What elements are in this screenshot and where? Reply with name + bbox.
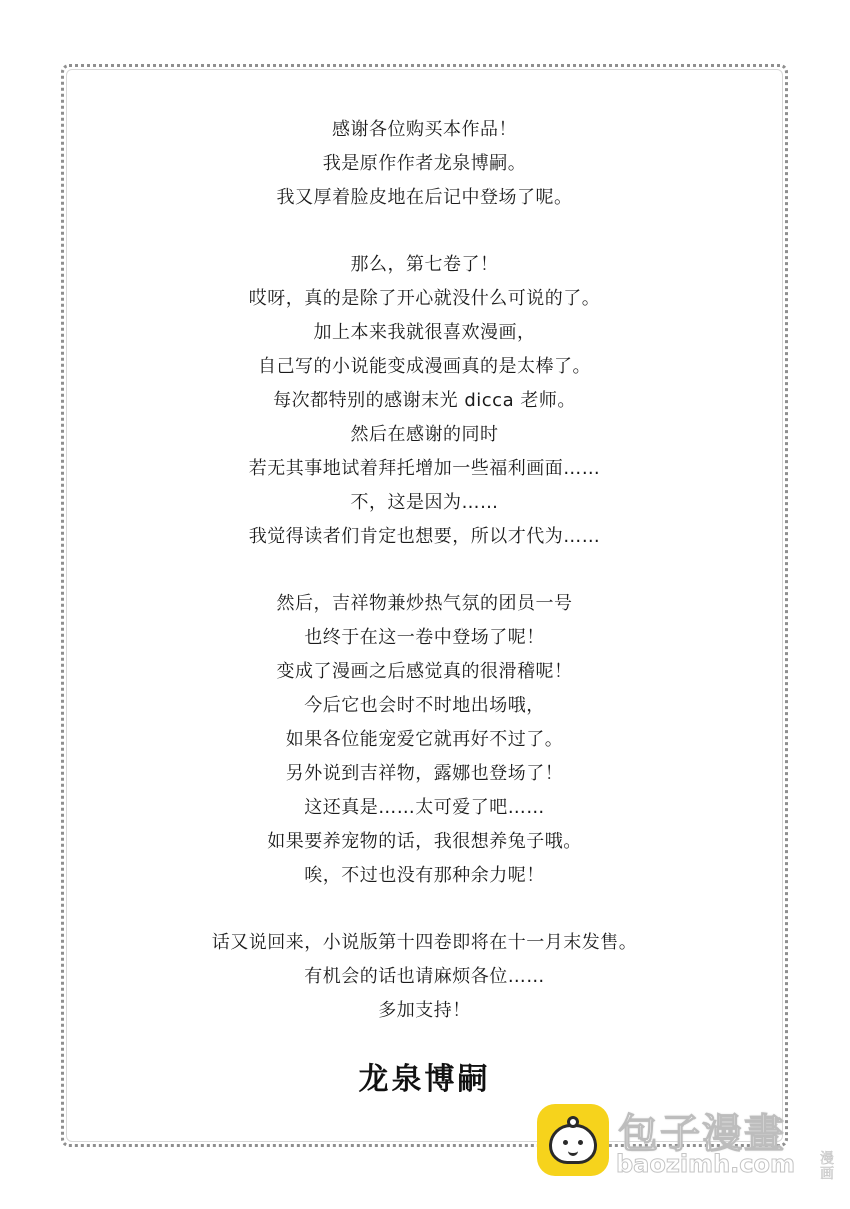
text-line: 唉，不过也没有那种余力呢！ <box>304 865 545 886</box>
bun-body <box>549 1124 597 1164</box>
steamed-bun-icon <box>537 1104 609 1176</box>
text-line: 那么，第七卷了！ <box>350 254 499 275</box>
text-line: 这还真是……太可爱了吧…… <box>304 797 545 818</box>
text-line: 然后，吉祥物兼炒热气氛的团员一号 <box>276 593 573 614</box>
watermark-side-text: 漫画 <box>820 1151 834 1182</box>
bun-eye-right <box>578 1140 583 1145</box>
author-signature: 龙泉博嗣 <box>358 1062 491 1097</box>
text-line: 哎呀，真的是除了开心就没什么可说的了。 <box>248 288 601 309</box>
text-line: 加上本来我就很喜欢漫画， <box>313 322 536 343</box>
text-line: 有机会的话也请麻烦各位…… <box>304 966 545 987</box>
paragraph-4 <box>64 926 785 1028</box>
text-line: 感谢各位购买本作品！ <box>332 119 517 140</box>
bun-eye-left <box>563 1140 568 1145</box>
paragraph-1 <box>64 113 785 215</box>
text-line: 自己写的小说能变成漫画真的是太棒了。 <box>258 356 591 377</box>
text-line: 若无其事地试着拜托增加一些福利画面…… <box>248 458 601 479</box>
text-line: 每次都特别的感谢末光 dicca 老师。 <box>273 390 576 411</box>
text-line: 不，这是因为…… <box>350 492 499 513</box>
bun-knot <box>567 1116 579 1128</box>
watermark-title: 包子漫畫 <box>618 1111 786 1157</box>
text-line: 另外说到吉祥物，露娜也登场了！ <box>285 763 564 784</box>
text-line: 如果要养宠物的话，我很想养兔子哦。 <box>267 831 582 852</box>
paragraph-2 <box>64 248 785 554</box>
paragraph-3 <box>64 587 785 893</box>
text-line: 多加支持！ <box>378 1000 471 1021</box>
text-line: 今后它也会时不时地出场哦， <box>304 695 545 716</box>
afterword-text <box>64 113 785 1061</box>
text-line: 如果各位能宠爱它就再好不过了。 <box>285 729 564 750</box>
text-line: 我是原作作者龙泉博嗣。 <box>322 153 527 174</box>
text-line: 话又说回来，小说版第十四卷即将在十一月末发售。 <box>211 932 638 953</box>
text-line: 然后在感谢的同时 <box>350 424 499 445</box>
watermark-url: baozimh.com <box>616 1150 795 1178</box>
text-line: 也终于在这一卷中登场了呢！ <box>304 627 545 648</box>
text-line: 我觉得读者们肯定也想要，所以才代为…… <box>248 526 601 547</box>
text-line: 变成了漫画之后感觉真的很滑稽呢！ <box>276 661 573 682</box>
text-line: 我又厚着脸皮地在后记中登场了呢。 <box>276 187 573 208</box>
